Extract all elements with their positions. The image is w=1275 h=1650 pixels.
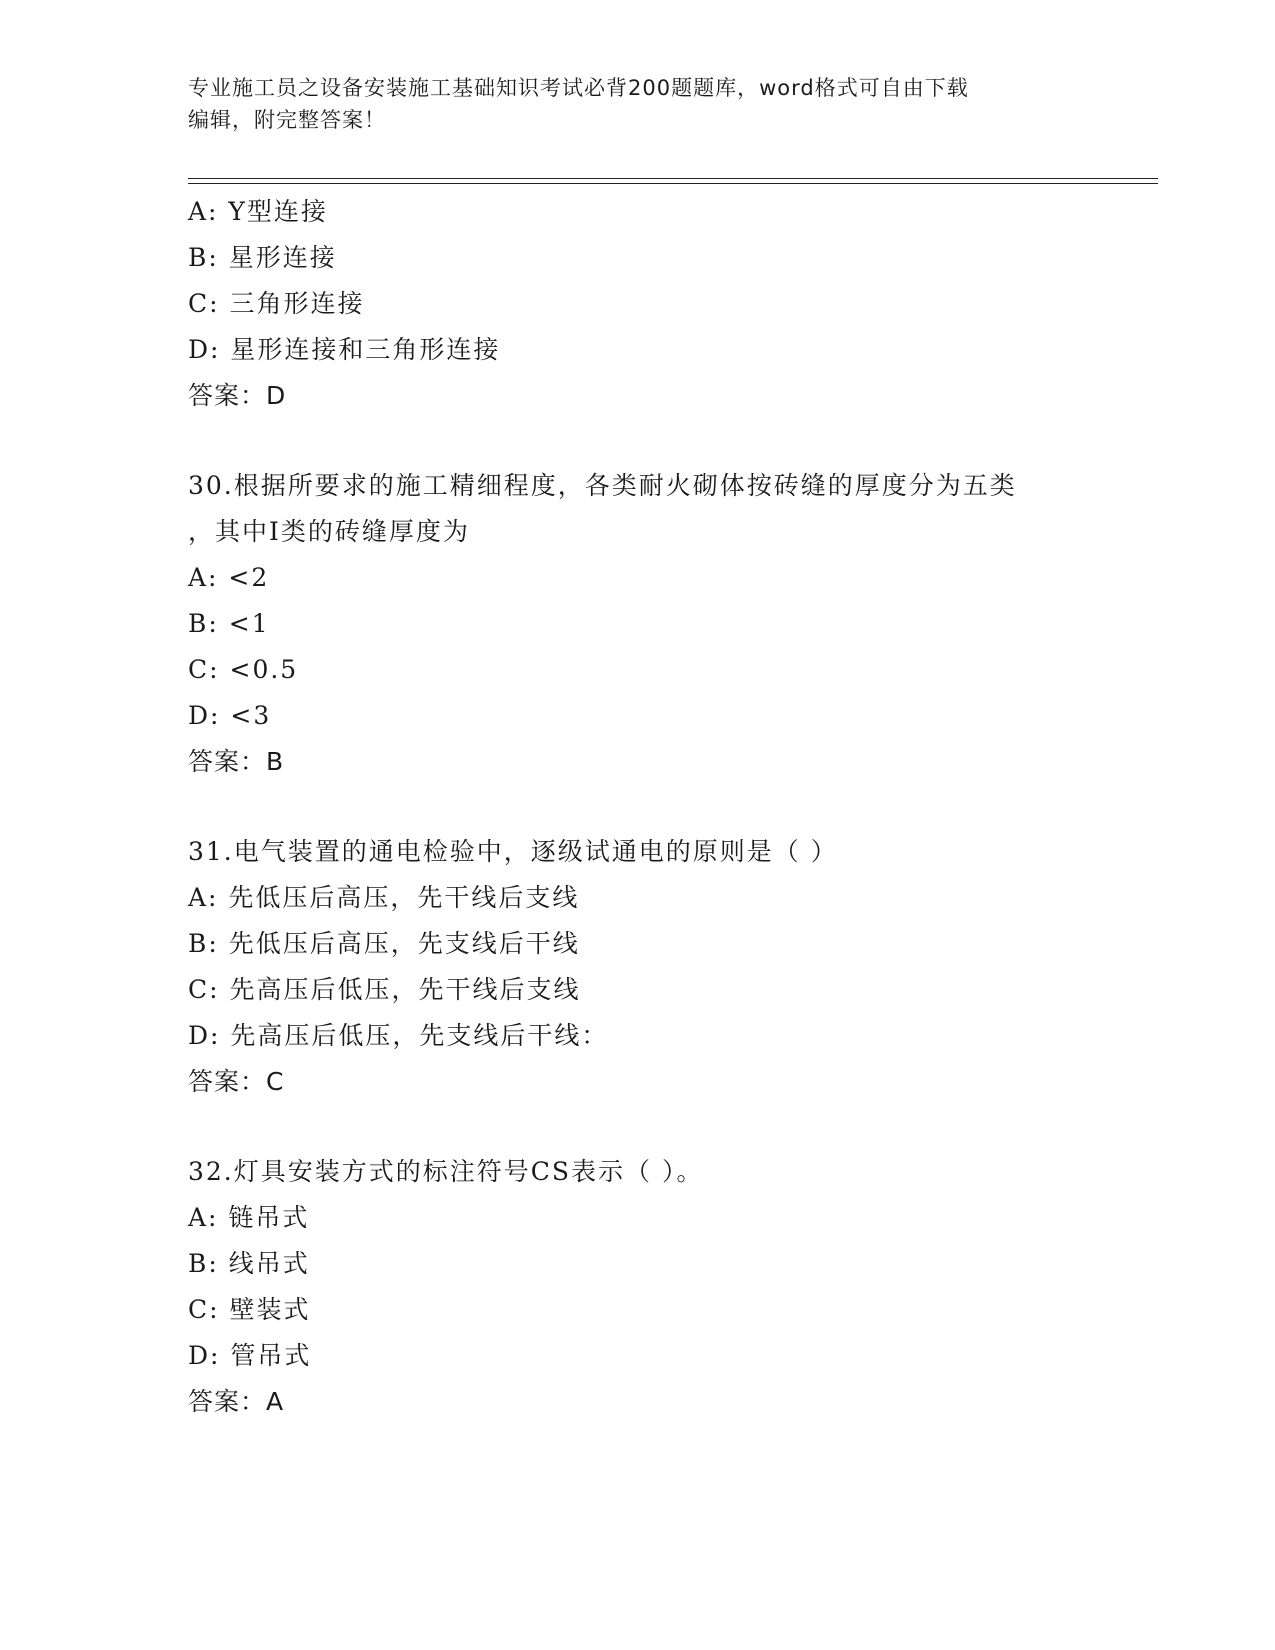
option-a: A: <2 [188,563,270,592]
question-spacer [188,785,1088,829]
question-spacer [188,1105,1088,1149]
header-rule-top [188,178,1158,179]
answer-line: 答案：A [188,1387,285,1416]
document-header [188,72,1068,136]
header-line-1: 专业施工员之设备安装施工基础知识考试必背200题题库，word格式可自由下载 [188,76,969,100]
question-text: 30.根据所要求的施工精细程度，各类耐火砌体按砖缝的厚度分为五类 [188,471,1017,500]
question-text: 31.电气装置的通电检验中，逐级试通电的原则是（ ） [188,837,838,866]
option-d: D: 星形连接和三角形连接 [188,335,501,364]
option-c: C: 三角形连接 [188,289,365,318]
header-line-2: 编辑，附完整答案！ [188,108,386,132]
option-d: D: 管吊式 [188,1341,312,1370]
option-a: A: 链吊式 [188,1203,310,1232]
question-text-continued: ，其中I类的砖缝厚度为 [188,517,470,546]
header-rule-bottom [188,183,1158,184]
question-spacer [188,419,1088,463]
question-block-31 [188,829,1088,1105]
question-list [188,189,1088,1425]
option-c: C: <0.5 [188,655,299,684]
option-d: D: 先高压后低压，先支线后干线： [188,1021,609,1050]
option-a: A: Y型连接 [188,197,328,226]
question-text: 32.灯具安装方式的标注符号CS表示（ ）。 [188,1157,704,1186]
answer-line: 答案：B [188,747,285,776]
option-a: A: 先低压后高压，先干线后支线 [188,883,580,912]
option-b: B: 星形连接 [188,243,337,272]
option-d: D: <3 [188,701,272,730]
option-c: C: 先高压后低压，先干线后支线 [188,975,581,1004]
option-b: B: 先低压后高压，先支线后干线 [188,929,580,958]
answer-line: 答案：C [188,1067,285,1096]
option-b: B: 线吊式 [188,1249,310,1278]
question-block-32 [188,1149,1088,1425]
option-b: B: <1 [188,609,270,638]
answer-line: 答案：D [188,381,287,410]
option-c: C: 壁装式 [188,1295,311,1324]
question-block-30 [188,463,1088,785]
question-block-29 [188,189,1088,419]
